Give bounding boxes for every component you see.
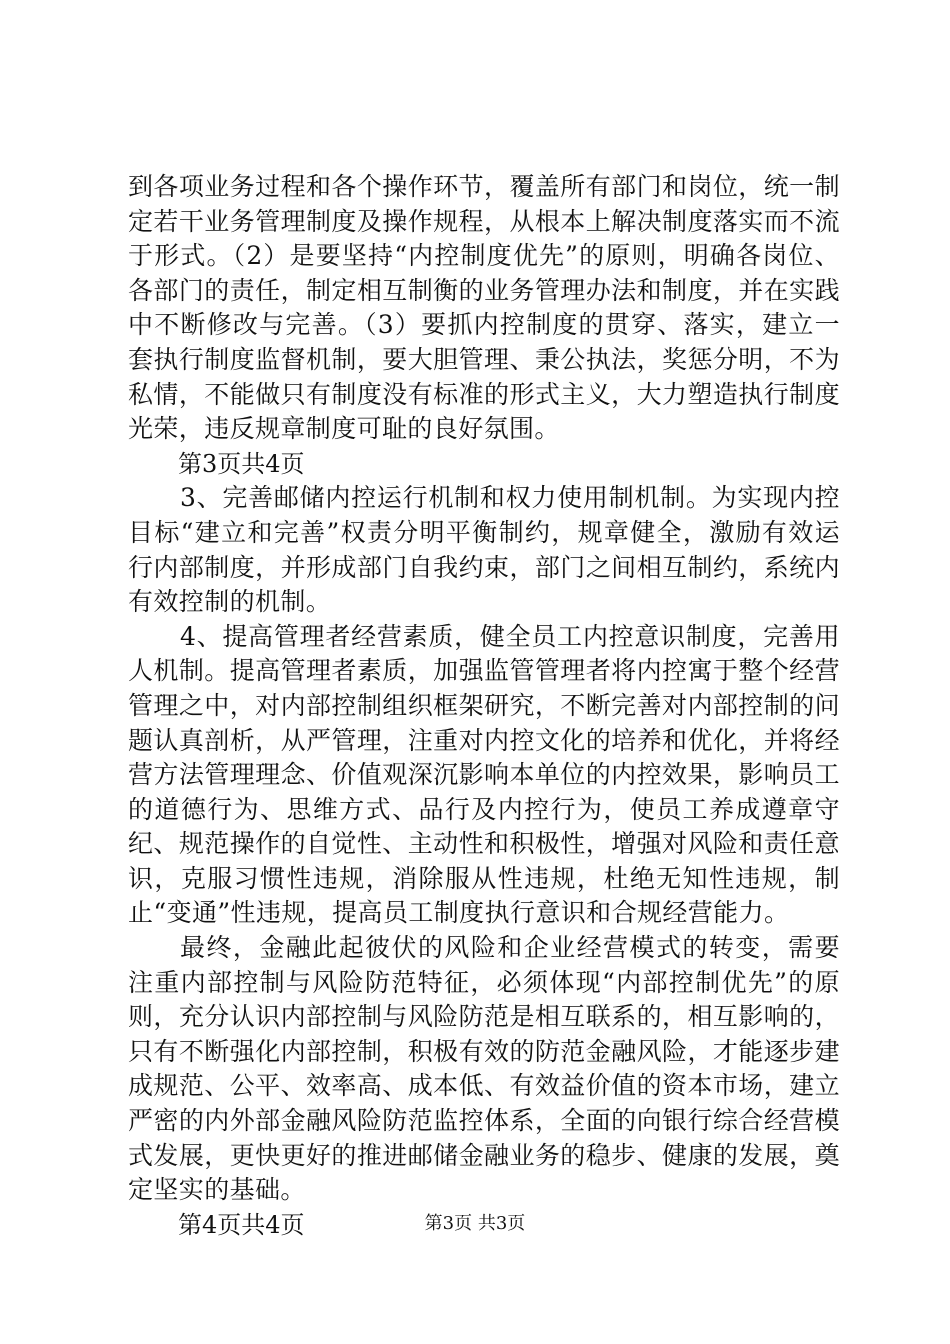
paragraph-conclusion: 最终，金融此起彼伏的风险和企业经营模式的转变，需要注重内部控制与风险防范特征，必须体现“内部控制优先”的原则，充分认识内部控制与风险防范是相互联系的，相互影响的，只有不断强化内部控制，积极有效的防范金融风险，才能逐步建成规范、公平、效率高、成本低、有效益价值的资本市场，建立严密的内外部金融风险防范监控体系，全面的向银行综合经营模式发展，更快更好的推进邮储金融业务的稳步、健康的发展，奠定坚实的基础。 [128, 933, 840, 1205]
paragraph-item-3: 3、完善邮储内控运行机制和权力使用制机制。为实现内控目标“建立和完善”权责分明平衡制约，规章健全，激励有效运行内部制度，并形成部门自我约束，部门之间相互制约，系统内有效控制的机制。 [128, 483, 840, 617]
document-body [128, 170, 840, 1242]
paragraph-continuation: 到各项业务过程和各个操作环节，覆盖所有部门和岗位，统一制定若干业务管理制度及操作规程，从根本上解决制度落实而不流于形式。（2）是要坚持“内控制度优先”的原则，明确各岗位、各部门的责任，制定相互制衡的业务管理办法和制度，并在实践中不断修改与完善。（3）要抓内控制度的贯穿、落实，建立一套执行制度监督机制，要大胆管理、秉公执法，奖惩分明，不为私情，不能做只有制度没有标准的形式主义，大力塑造执行制度光荣，违反规章制度可耻的良好氛围。 [128, 172, 840, 444]
paragraph-item-4: 4、提高管理者经营素质，健全员工内控意识制度，完善用人机制。提高管理者素质，加强监管管理者将内控寓于整个经营管理之中，对内部控制组织框架研究，不断完善对内部控制的问题认真剖析，从严管理，注重对内控文化的培养和优化，并将经营方法管理理念、价值观深沉影响本单位的内控效果，影响员工的道德行为、思维方式、品行及内控行为，使员工养成遵章守纪、规范操作的自觉性、主动性和积极性，增强对风险和责任意识，克服习惯性违规，消除服从性违规，杜绝无知性违规，制止“变通”性违规，提高员工制度执行意识和合规经营能力。 [128, 621, 840, 928]
page-marker-3-of-4: 第3页共4页 [178, 449, 305, 478]
page-marker-4-of-4: 第4页共4页 [178, 1210, 305, 1239]
page-footer: 第3页 共3页 [424, 1213, 526, 1234]
